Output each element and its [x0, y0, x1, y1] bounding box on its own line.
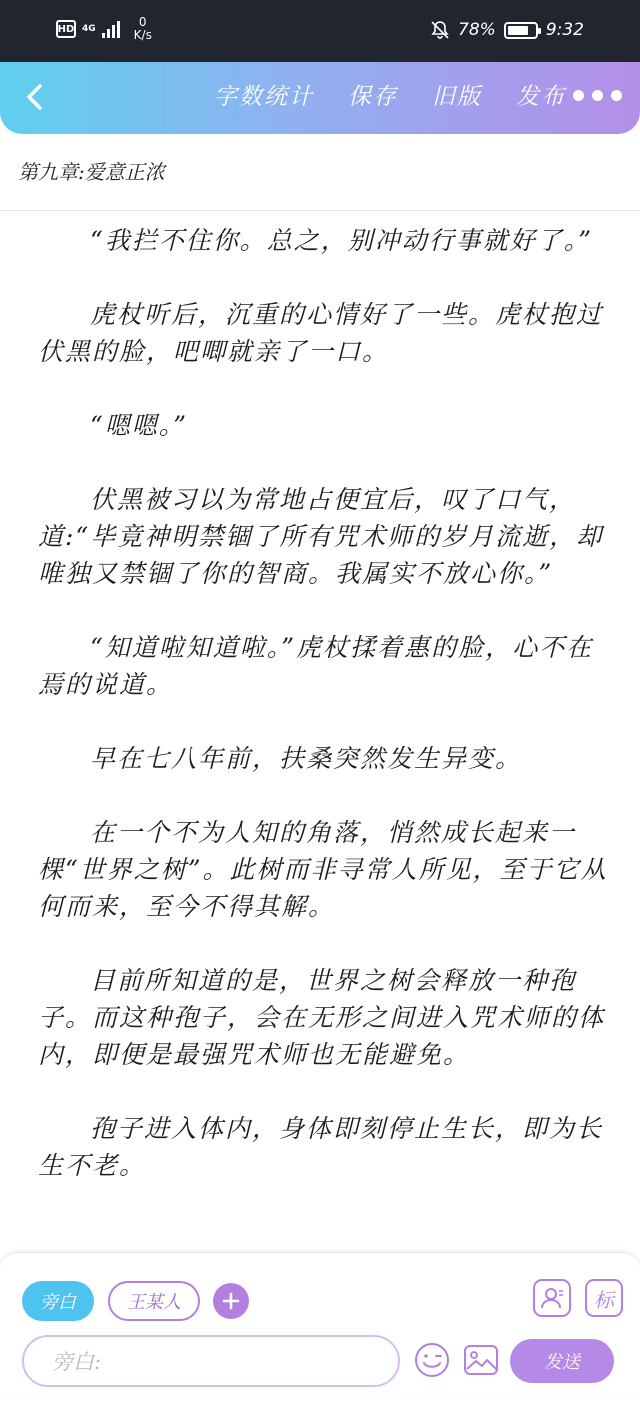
chapter-content[interactable] [38, 212, 610, 1252]
back-button[interactable] [18, 80, 52, 114]
speed-value: 0 [138, 15, 147, 29]
add-role-button[interactable] [213, 1283, 249, 1319]
editor-top-bar [0, 62, 640, 134]
send-button[interactable]: 发送 [510, 1339, 614, 1383]
speed-unit: K/s [133, 28, 152, 42]
dialogue-input[interactable]: 旁白: [22, 1335, 400, 1387]
more-dot-icon [573, 90, 584, 101]
paragraph: “知道啦知道啦。”虎杖揉着惠的脸，心不在焉的说道。 [38, 633, 594, 699]
battery-percent: 78% [458, 20, 496, 40]
network-type: 4G [82, 23, 96, 34]
insert-image-button[interactable] [462, 1341, 500, 1379]
role-character-chip[interactable]: 王某人 [108, 1281, 200, 1321]
hd-badge: HD [56, 20, 76, 38]
word-count-button[interactable]: 字数统计 [214, 84, 314, 110]
paragraph: 虎杖听后，沉重的心情好了一些。虎杖抱过伏黑的脸，吧唧就亲了一口。 [38, 300, 604, 366]
chapter-title[interactable]: 第九章:爱意正浓 [18, 160, 165, 184]
more-dot-icon [592, 90, 603, 101]
more-options-button[interactable] [573, 90, 622, 101]
old-version-button[interactable]: 旧版 [432, 84, 482, 110]
more-dot-icon [611, 90, 622, 101]
emoji-icon [413, 1341, 451, 1379]
paragraph: 目前所知道的是，世界之树会释放一种孢子。而这种孢子，会在无形之间进入咒术师的体内，即便是最强咒术师也无能避免。 [38, 966, 606, 1069]
status-left [56, 16, 152, 42]
paragraph: 孢子进入体内，身体即刻停止生长，即为长生不老。 [38, 1114, 604, 1180]
status-right [430, 20, 584, 40]
battery-icon [504, 22, 538, 39]
role-narration-chip[interactable]: 旁白 [22, 1281, 94, 1321]
publish-button[interactable]: 发布 [516, 84, 566, 110]
emoji-button[interactable] [413, 1341, 451, 1379]
image-icon [463, 1343, 499, 1377]
signal-icon [102, 20, 120, 38]
paragraph: 在一个不为人知的角落，悄然成长起来一棵“世界之树”。此树而非寻常人所见，至于它从何而来，至今不得其解。 [38, 818, 608, 921]
chevron-left-icon [25, 83, 45, 111]
bell-muted-icon [430, 20, 450, 40]
battery-fill [508, 26, 528, 35]
mark-button[interactable]: 标 [585, 1279, 623, 1317]
paragraph: 早在七八年前，扶桑突然发生异变。 [90, 744, 523, 773]
paragraph: “我拦不住你。总之，别冲动行事就好了。” [90, 226, 594, 255]
paragraph: 伏黑被习以为常地占便宜后，叹了口气，道:“毕竟神明禁锢了所有咒术师的岁月流逝，却唯独又禁锢了你的智商。我属实不放心你。” [38, 485, 604, 588]
save-button[interactable]: 保存 [348, 84, 398, 110]
dialogue-input-panel [0, 1252, 640, 1392]
divider [0, 210, 640, 211]
plus-icon [221, 1291, 241, 1311]
top-menu [214, 78, 566, 111]
character-settings-button[interactable] [533, 1279, 571, 1317]
person-icon [539, 1285, 565, 1311]
paragraph: “嗯嗯。” [90, 411, 189, 440]
network-speed [134, 16, 152, 42]
clock: 9:32 [545, 20, 584, 40]
status-bar [0, 0, 640, 62]
